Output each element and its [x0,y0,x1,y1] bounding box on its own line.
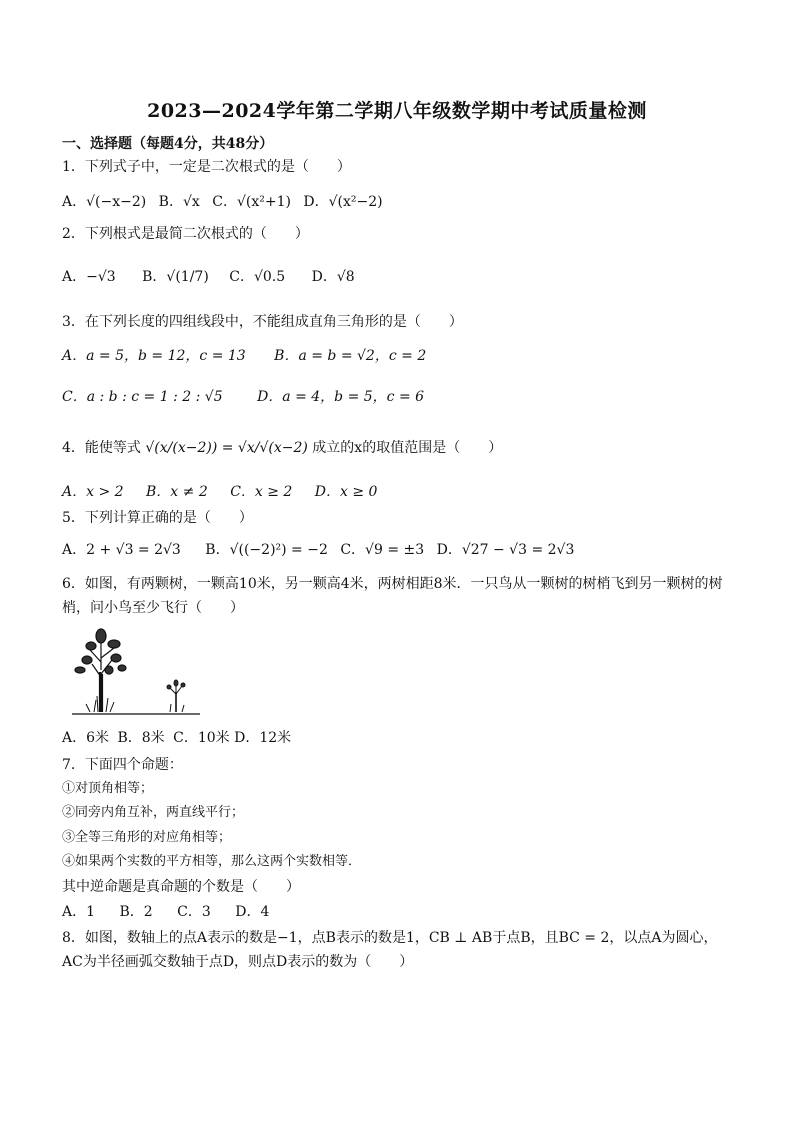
option-b: B．a = b = √2，c = 2 [274,348,427,364]
question-7-stem: 7．下面四个命题： [62,757,183,773]
option-c: C．√0.5 [229,269,286,285]
option-a: A．√(−x−2) [62,194,147,210]
option-d: D．x ≥ 0 [314,484,378,500]
question-8-stem: 8．如图，数轴上的点A表示的数是−1，点B表示的数是1，CB ⊥ AB于点B，且BC = 2，以点A为圆心，AC为半径画弧交数轴于点D，则点D表示的数为（ ） [62,930,718,970]
question-3-options-row2 [62,388,424,406]
question-4-prefix: 4．能使等式 [62,440,141,456]
option-a: A．x > 2 [62,484,124,500]
option-d: D．12米 [234,730,292,746]
question-2-stem: 2．下列根式是最简二次根式的（ ） [62,226,309,242]
option-c: C．10米 [173,730,230,746]
option-a: A．1 [62,904,96,920]
question-3-stem: 3．在下列长度的四组线段中，不能组成直角三角形的是（ ） [62,314,463,330]
question-5-stem: 5．下列计算正确的是（ ） [62,510,253,526]
option-c: C．x ≥ 2 [230,484,293,500]
option-c: C．a : b : c = 1 : 2 : √5 [62,389,223,405]
proposition-1: ①对顶角相等； [62,781,154,796]
question-6-stem: 6．如图，有两颗树，一颗高10米，另一颗高4米，两树相距8米．一只鸟从一颗树的树梢飞到另一颗树的树梢，问小鸟至少飞行（ ） [62,576,723,616]
option-b: B．2 [119,904,153,920]
option-d: D．a = 4，b = 5，c = 6 [257,389,425,405]
option-a: A．−√3 [62,269,116,285]
short-tree-icon [167,680,185,712]
option-b: B．√x [158,194,200,210]
question-7-options [62,903,269,921]
proposition-4: ④如果两个实数的平方相等，那么这两个实数相等． [62,854,362,869]
question-4-formula: √(x/(x−2)) = √x/√(x−2) [145,440,308,456]
option-d: D．4 [235,904,270,920]
question-6-options [62,729,291,747]
question-4-options [62,483,377,501]
option-c: C．3 [177,904,211,920]
question-4-stem [62,439,502,457]
option-b: B．√((−2)²) = −2 [205,542,328,558]
option-b: B．√(1/7) [142,269,209,285]
option-d: D．√(x²−2) [303,194,383,210]
two-trees-figure [72,622,202,720]
option-b: B．8米 [117,730,165,746]
page-title: 2023—2024学年第二学期八年级数学期中考试质量检测 [147,100,647,122]
proposition-3: ③全等三角形的对应角相等； [62,830,232,845]
option-a: A．2 + √3 = 2√3 [62,542,181,558]
question-1-options [62,193,383,211]
tall-tree-icon [75,629,126,712]
proposition-2: ②同旁内角互补，两直线平行； [62,805,245,820]
question-4-suffix: 成立的x的取值范围是（ ） [312,440,503,456]
question-5-options [62,541,574,559]
option-c: C．√(x²+1) [212,194,291,210]
option-b: B．x ≠ 2 [146,484,208,500]
section-heading: 一、选择题（每题4分，共48分） [62,136,274,152]
option-d: D．√27 − √3 = 2√3 [436,542,575,558]
question-7-ask: 其中逆命题是真命题的个数是（ ） [62,879,300,895]
option-a: A．a = 5，b = 12，c = 13 [62,348,246,364]
question-2-options [62,268,355,286]
question-3-options-row1 [62,347,426,365]
option-d: D．√8 [311,269,355,285]
question-1-stem: 1．下列式子中，一定是二次根式的是（ ） [62,159,351,175]
option-a: A．6米 [62,730,110,746]
option-c: C．√9 = ±3 [340,542,425,558]
